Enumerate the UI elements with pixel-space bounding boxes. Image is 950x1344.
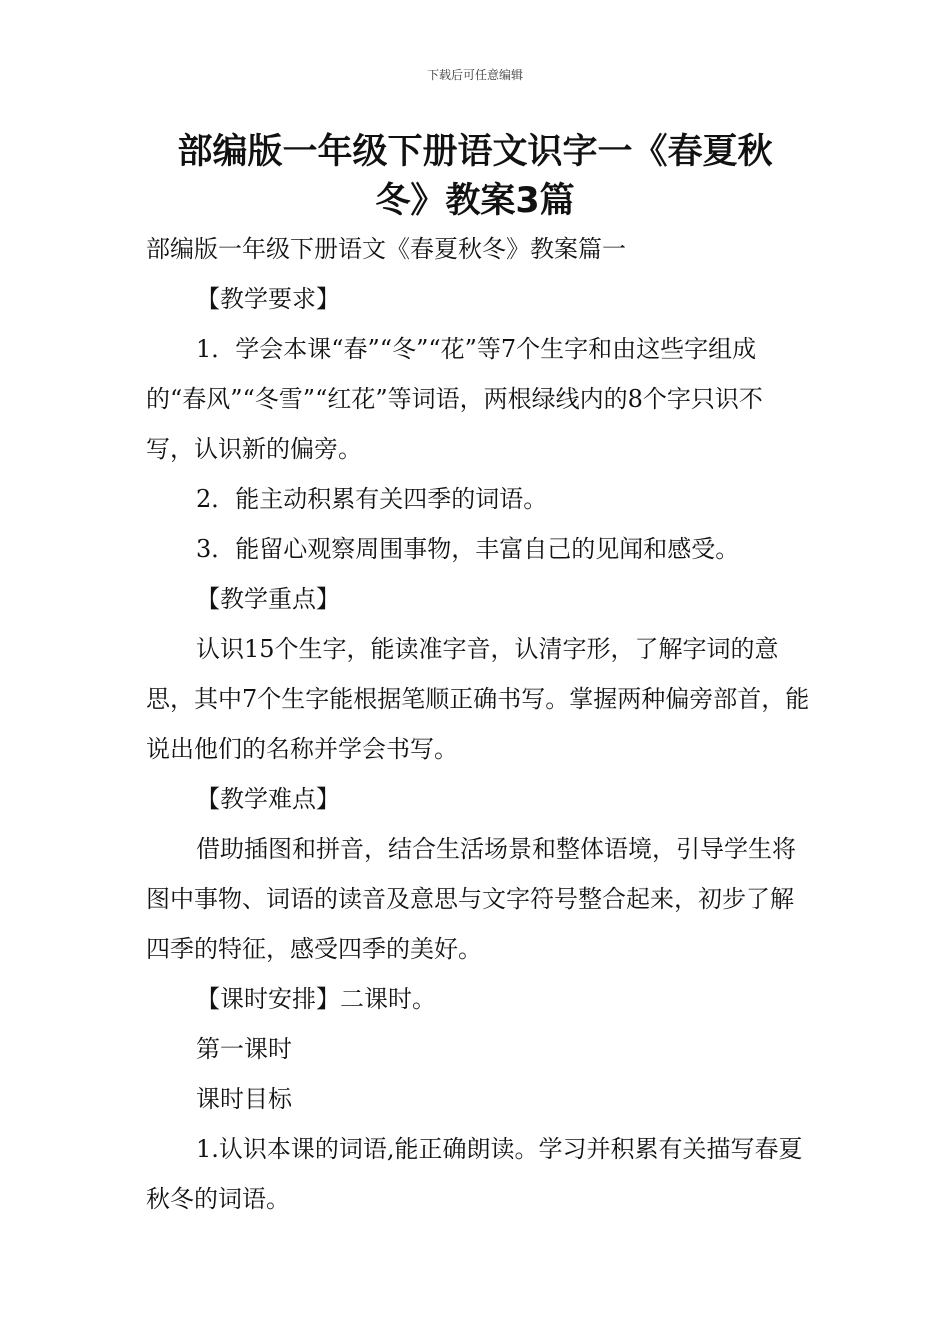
requirement-item-2: 2．能主动积累有关四季的词语。 (196, 485, 548, 513)
heading-teaching-requirements: 【教学要求】 (196, 285, 340, 313)
document-title-line-2: 冬》教案3篇 (375, 181, 575, 221)
document-title-line-1: 部编版一年级下册语文识字一《春夏秋 (177, 132, 773, 172)
heading-teaching-focus: 【教学重点】 (196, 585, 340, 613)
requirement-item-3: 3．能留心观察周围事物，丰富自己的见闻和感受。 (196, 535, 740, 563)
document-title (150, 128, 800, 226)
page-header-note: 下载后可任意编辑 (426, 68, 523, 82)
heading-teaching-difficulty: 【教学难点】 (196, 785, 340, 813)
teaching-difficulty-text: 借助插图和拼音，结合生活场景和整体语境，引导学生将图中事物、词语的读音及意思与文字符号整合起来，初步了解四季的特征，感受四季的美好。 (146, 835, 796, 963)
lesson-goal-item-1: 1.认识本课的词语,能正确朗读。学习并积累有关描写春夏秋冬的词语。 (146, 1135, 803, 1213)
teaching-focus-text: 认识15个生字，能读准字音，认清字形，了解字词的意思，其中7个生字能根据笔顺正确书写。掌握两种偏旁部首，能说出他们的名称并学会书写。 (146, 635, 810, 763)
class-schedule: 【课时安排】二课时。 (196, 985, 436, 1013)
lesson-goals-heading: 课时目标 (196, 1085, 292, 1113)
requirement-item-1: 1．学会本课“春”“冬”“花”等7个生字和由这些字组成的“春风”“冬雪”“红花”等词语，两根绿线内的8个字只识不写，认识新的偏旁。 (146, 335, 763, 463)
first-lesson-heading: 第一课时 (196, 1035, 292, 1063)
section-heading-lesson-plan-1: 部编版一年级下册语文《春夏秋冬》教案篇一 (146, 235, 626, 263)
document-body (146, 224, 810, 1224)
